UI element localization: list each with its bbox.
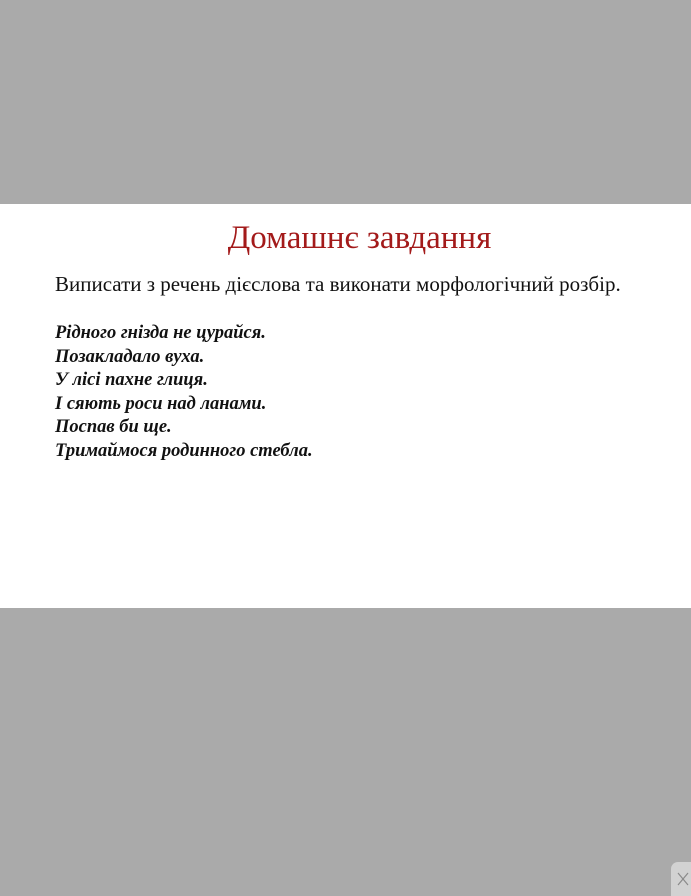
resize-corner-icon: [677, 872, 689, 886]
task-instruction: Виписати з речень дієслова та виконати морфологічний розбір.: [55, 272, 621, 296]
slide: [0, 204, 691, 608]
sentence-item: Поспав би ще.: [55, 417, 172, 438]
sentence-item: Позакладало вуха.: [55, 346, 205, 367]
corner-handle[interactable]: [671, 862, 691, 896]
sentence-item: І сяють роси над ланами.: [55, 393, 267, 414]
sentence-list: [55, 322, 313, 464]
slide-title: Домашнє завдання: [227, 220, 492, 256]
sentence-item: Тримаймося родинного стебла.: [55, 440, 313, 461]
sentence-item: У лісі пахне глиця.: [55, 370, 208, 391]
sentence-item: Рідного гнізда не цурайся.: [55, 323, 266, 343]
